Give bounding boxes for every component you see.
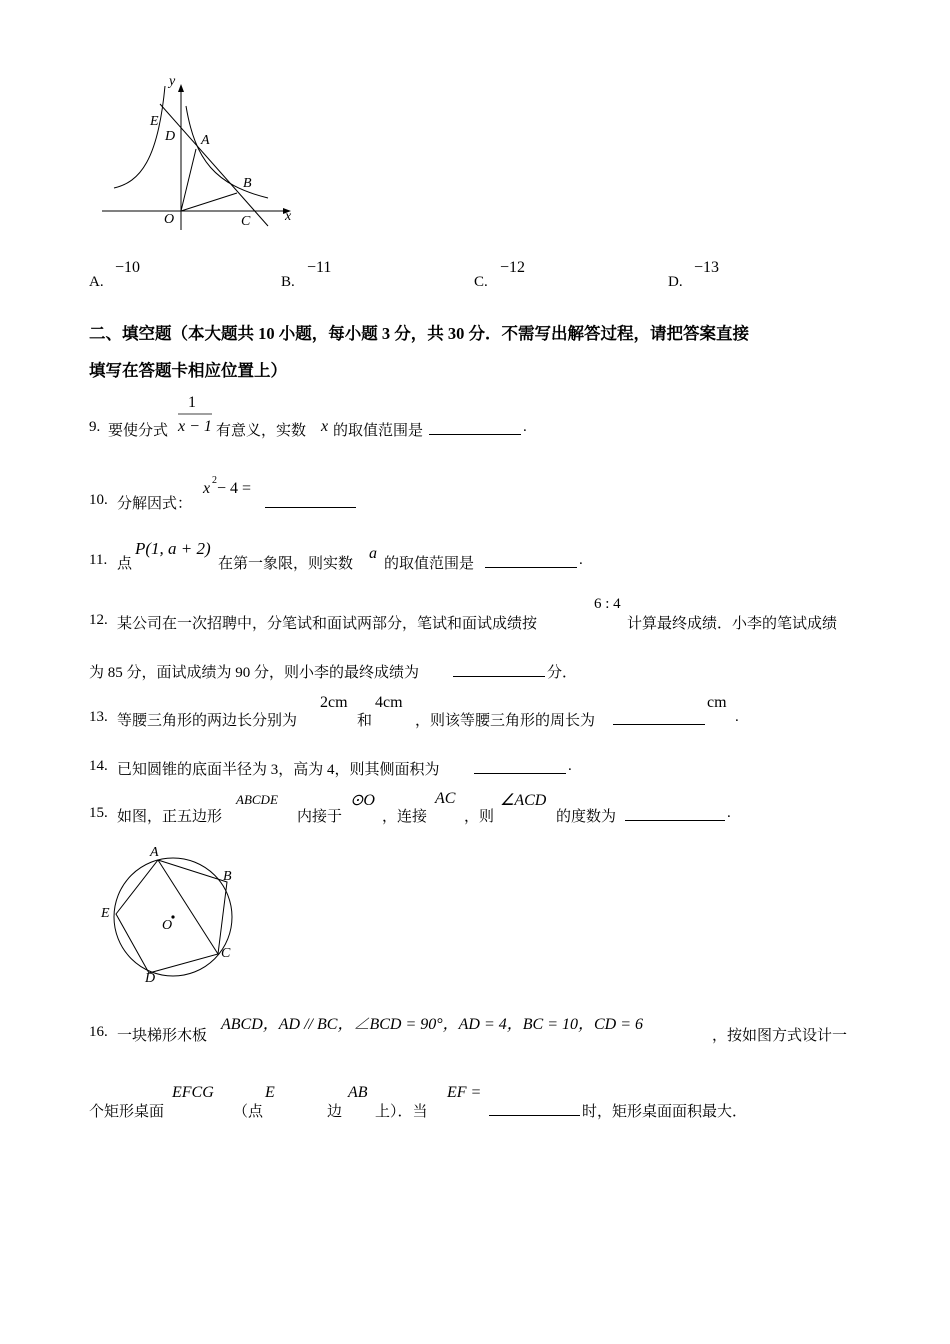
- q12-line2-pre: 为 85 分，面试成绩为 90 分，则小李的最终成绩为: [89, 665, 420, 681]
- q13-mid: ，则该等腰三角形的周长为: [415, 713, 596, 729]
- q15-mid1: 内接于: [297, 809, 343, 825]
- option-b-letter: B.: [281, 274, 295, 290]
- q10-expr-base: x: [203, 480, 211, 497]
- q9-number: 9.: [89, 419, 101, 435]
- q13-end: .: [735, 709, 739, 725]
- q11-number: 11.: [89, 552, 108, 568]
- q10-pre: 分解因式：: [117, 496, 193, 512]
- q13-number: 13.: [89, 709, 108, 725]
- q12-line2-post: 分．: [547, 665, 578, 681]
- pentagon-label-e: E: [101, 906, 110, 921]
- q9-pre: 要使分式: [108, 423, 169, 439]
- q15-polygon: ABCDE: [236, 792, 278, 807]
- label-a: A: [201, 133, 210, 148]
- q16-paren-close: 上）．当: [375, 1104, 428, 1120]
- q15-angle: ∠ACD: [500, 792, 547, 809]
- option-a-value: −10: [115, 259, 141, 276]
- option-a-letter: A.: [89, 274, 104, 290]
- q12-number: 12.: [89, 612, 108, 628]
- q10-expr-exponent: 2: [212, 475, 217, 486]
- q12-line1-post: 计算最终成绩．小李的笔试成绩: [627, 616, 838, 632]
- section-2-heading-line1: 二、填空题（本大题共 10 小题，每小题 3 分，共 30 分．不需写出解答过程，请把答案直接: [89, 324, 749, 343]
- q10-number: 10.: [89, 492, 108, 508]
- option-c-value: −12: [500, 259, 526, 276]
- q16-number: 16.: [89, 1024, 108, 1040]
- q15-end: .: [727, 805, 731, 821]
- q11-variable: a: [369, 545, 377, 562]
- q12-ratio: 6 : 4: [594, 596, 621, 612]
- label-y: y: [169, 74, 176, 89]
- label-x: x: [285, 209, 292, 224]
- q16-rect-name: EFCG: [172, 1084, 214, 1101]
- q16-line1-post: ，按如图方式设计一: [712, 1028, 848, 1044]
- pentagon-label-a: A: [150, 845, 159, 860]
- label-o: O: [164, 212, 175, 227]
- q16-line2-pre: 个矩形桌面: [89, 1104, 165, 1120]
- diagonal-ac: [158, 860, 218, 954]
- q16-conditions: ABCD，AD // BC，∠BCD = 90°，AD = 4，BC = 10，CD = 6: [221, 1016, 644, 1033]
- q16-post: 时，矩形桌面面积最大．: [582, 1104, 748, 1120]
- q9-fraction-numerator: 1: [188, 394, 196, 411]
- q13-value-2: 4cm: [375, 694, 403, 711]
- pentagon-label-b: B: [223, 869, 232, 884]
- q9-post: 的取值范围是: [333, 423, 424, 439]
- q14-text: 已知圆锥的底面半径为 3，高为 4，则其侧面积为: [117, 762, 440, 778]
- pentagon-label-o: O: [162, 918, 173, 933]
- q16-answer-blank[interactable]: [489, 1101, 580, 1116]
- q15-pre: 如图，正五边形: [117, 809, 223, 825]
- q13-unit: cm: [707, 694, 727, 711]
- q14-number: 14.: [89, 758, 108, 774]
- q9-variable: x: [321, 418, 329, 435]
- label-c: C: [241, 214, 251, 229]
- pentagon-label-c: C: [221, 946, 231, 961]
- label-e: E: [150, 114, 159, 129]
- q11-post: 的取值范围是: [384, 556, 475, 572]
- q16-edge-ab: AB: [348, 1084, 368, 1101]
- label-b: B: [243, 176, 252, 191]
- q15-mid2: ，连接: [382, 809, 428, 825]
- option-b-value: −11: [307, 259, 332, 276]
- section-2-heading-line2: 填写在答题卡相应位置上）: [89, 361, 287, 380]
- q9-end: .: [523, 419, 527, 435]
- q14-end: .: [568, 758, 572, 774]
- option-d-letter: D.: [668, 274, 683, 290]
- q16-point-e: E: [265, 1084, 275, 1101]
- q16-ef-expr: EF =: [447, 1084, 482, 1101]
- q11-mid: 在第一象限，则实数: [218, 556, 354, 572]
- q13-and: 和: [357, 713, 373, 729]
- q13-pre: 等腰三角形的两边长分别为: [117, 713, 298, 729]
- q15-post: 的度数为: [556, 809, 617, 825]
- q11-point-expression: P(1, a + 2): [135, 539, 211, 558]
- q11-pre: 点: [117, 556, 133, 572]
- q15-segment: AC: [435, 790, 456, 807]
- label-d: D: [165, 129, 176, 144]
- pentagon-label-d: D: [145, 971, 156, 986]
- q12-line1-pre: 某公司在一次招聘中，分笔试和面试两部分，笔试和面试成绩按: [117, 616, 538, 632]
- q9-mid: 有意义，实数: [216, 423, 307, 439]
- option-c-letter: C.: [474, 274, 488, 290]
- q16-paren-open: （点: [233, 1104, 264, 1120]
- option-d-value: −13: [694, 259, 720, 276]
- q16-edge: 边: [327, 1104, 343, 1120]
- q15-circle: ⊙O: [350, 792, 375, 809]
- q15-number: 15.: [89, 805, 108, 821]
- q13-value-1: 2cm: [320, 694, 348, 711]
- q9-fraction-denominator: x − 1: [178, 418, 212, 435]
- q15-mid3: ，则: [464, 809, 495, 825]
- q16-line1-pre: 一块梯形木板: [117, 1028, 208, 1044]
- q10-expr-rest: − 4 =: [217, 480, 252, 497]
- q11-end: .: [579, 552, 583, 568]
